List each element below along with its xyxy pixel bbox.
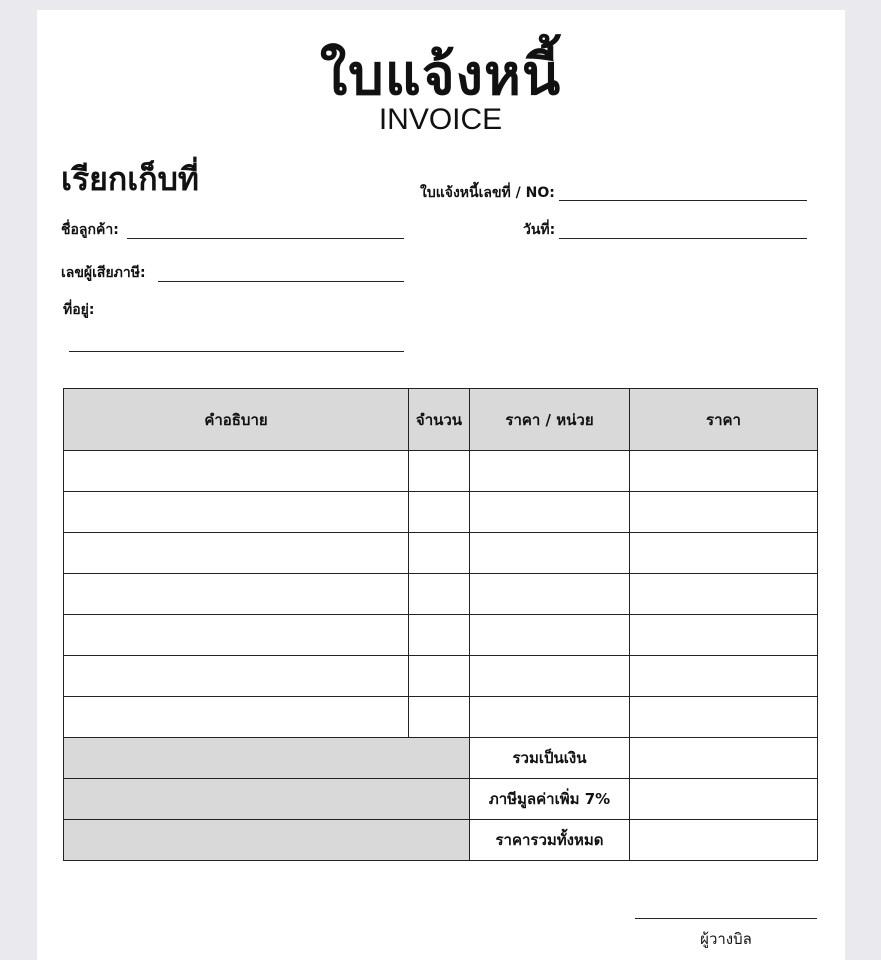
unit-price-cell[interactable]: [470, 656, 630, 697]
vat-row: [64, 779, 818, 820]
amount-cell[interactable]: [630, 492, 818, 533]
column-header-quantity: จำนวน: [409, 389, 470, 451]
signature-label: ผู้วางบิล: [700, 930, 752, 948]
tax-id-field[interactable]: [158, 281, 404, 282]
date-field[interactable]: [559, 238, 807, 239]
description-cell[interactable]: [64, 656, 409, 697]
amount-cell[interactable]: [630, 533, 818, 574]
unit-price-cell[interactable]: [470, 574, 630, 615]
signature-line[interactable]: [635, 918, 817, 919]
amount-cell[interactable]: [630, 656, 818, 697]
vat-value[interactable]: [630, 779, 818, 820]
column-header-description: คำอธิบาย: [64, 389, 409, 451]
quantity-cell[interactable]: [409, 574, 470, 615]
unit-price-cell[interactable]: [470, 533, 630, 574]
vat-label: ภาษีมูลค่าเพิ่ม 7%: [470, 779, 630, 820]
table-row: [64, 492, 818, 533]
amount-cell[interactable]: [630, 574, 818, 615]
customer-name-label: ชื่อลูกค้า:: [61, 222, 119, 238]
column-header-amount: ราคา: [630, 389, 818, 451]
description-cell[interactable]: [64, 615, 409, 656]
quantity-cell[interactable]: [409, 697, 470, 738]
table-row: [64, 656, 818, 697]
description-cell[interactable]: [64, 697, 409, 738]
amount-cell[interactable]: [630, 697, 818, 738]
column-header-unit-price: ราคา / หน่วย: [470, 389, 630, 451]
table-row: [64, 574, 818, 615]
invoice-number-label: ใบแจ้งหนี้เลขที่ / NO:: [420, 185, 555, 201]
description-cell[interactable]: [64, 492, 409, 533]
invoice-title-english: INVOICE: [378, 103, 503, 136]
grand-total-label: ราคารวมทั้งหมด: [470, 820, 630, 861]
description-cell[interactable]: [64, 533, 409, 574]
summary-shaded-cell: [64, 779, 470, 820]
unit-price-cell[interactable]: [470, 492, 630, 533]
unit-price-cell[interactable]: [470, 697, 630, 738]
subtotal-value[interactable]: [630, 738, 818, 779]
description-cell[interactable]: [64, 574, 409, 615]
summary-shaded-cell: [64, 820, 470, 861]
table-row: [64, 697, 818, 738]
description-cell[interactable]: [64, 451, 409, 492]
address-field[interactable]: [69, 351, 404, 352]
quantity-cell[interactable]: [409, 451, 470, 492]
table-row: [64, 615, 818, 656]
grand-total-row: [64, 820, 818, 861]
invoice-number-field[interactable]: [559, 200, 807, 201]
grand-total-value[interactable]: [630, 820, 818, 861]
quantity-cell[interactable]: [409, 615, 470, 656]
subtotal-label: รวมเป็นเงิน: [470, 738, 630, 779]
amount-cell[interactable]: [630, 615, 818, 656]
tax-id-label: เลขผู้เสียภาษี:: [61, 265, 146, 281]
table-row: [64, 533, 818, 574]
address-label: ที่อยู่:: [63, 302, 95, 318]
unit-price-cell[interactable]: [470, 615, 630, 656]
quantity-cell[interactable]: [409, 533, 470, 574]
customer-name-field[interactable]: [127, 238, 404, 239]
amount-cell[interactable]: [630, 451, 818, 492]
subtotal-row: [64, 738, 818, 779]
items-table: [63, 388, 818, 861]
bill-to-heading: เรียกเก็บที่: [61, 160, 199, 198]
summary-shaded-cell: [64, 738, 470, 779]
invoice-title-thai: ใบแจ้งหนี้: [319, 43, 562, 108]
date-label: วันที่:: [523, 222, 556, 238]
table-row: [64, 451, 818, 492]
quantity-cell[interactable]: [409, 656, 470, 697]
table-header-row: [64, 389, 818, 451]
unit-price-cell[interactable]: [470, 451, 630, 492]
quantity-cell[interactable]: [409, 492, 470, 533]
